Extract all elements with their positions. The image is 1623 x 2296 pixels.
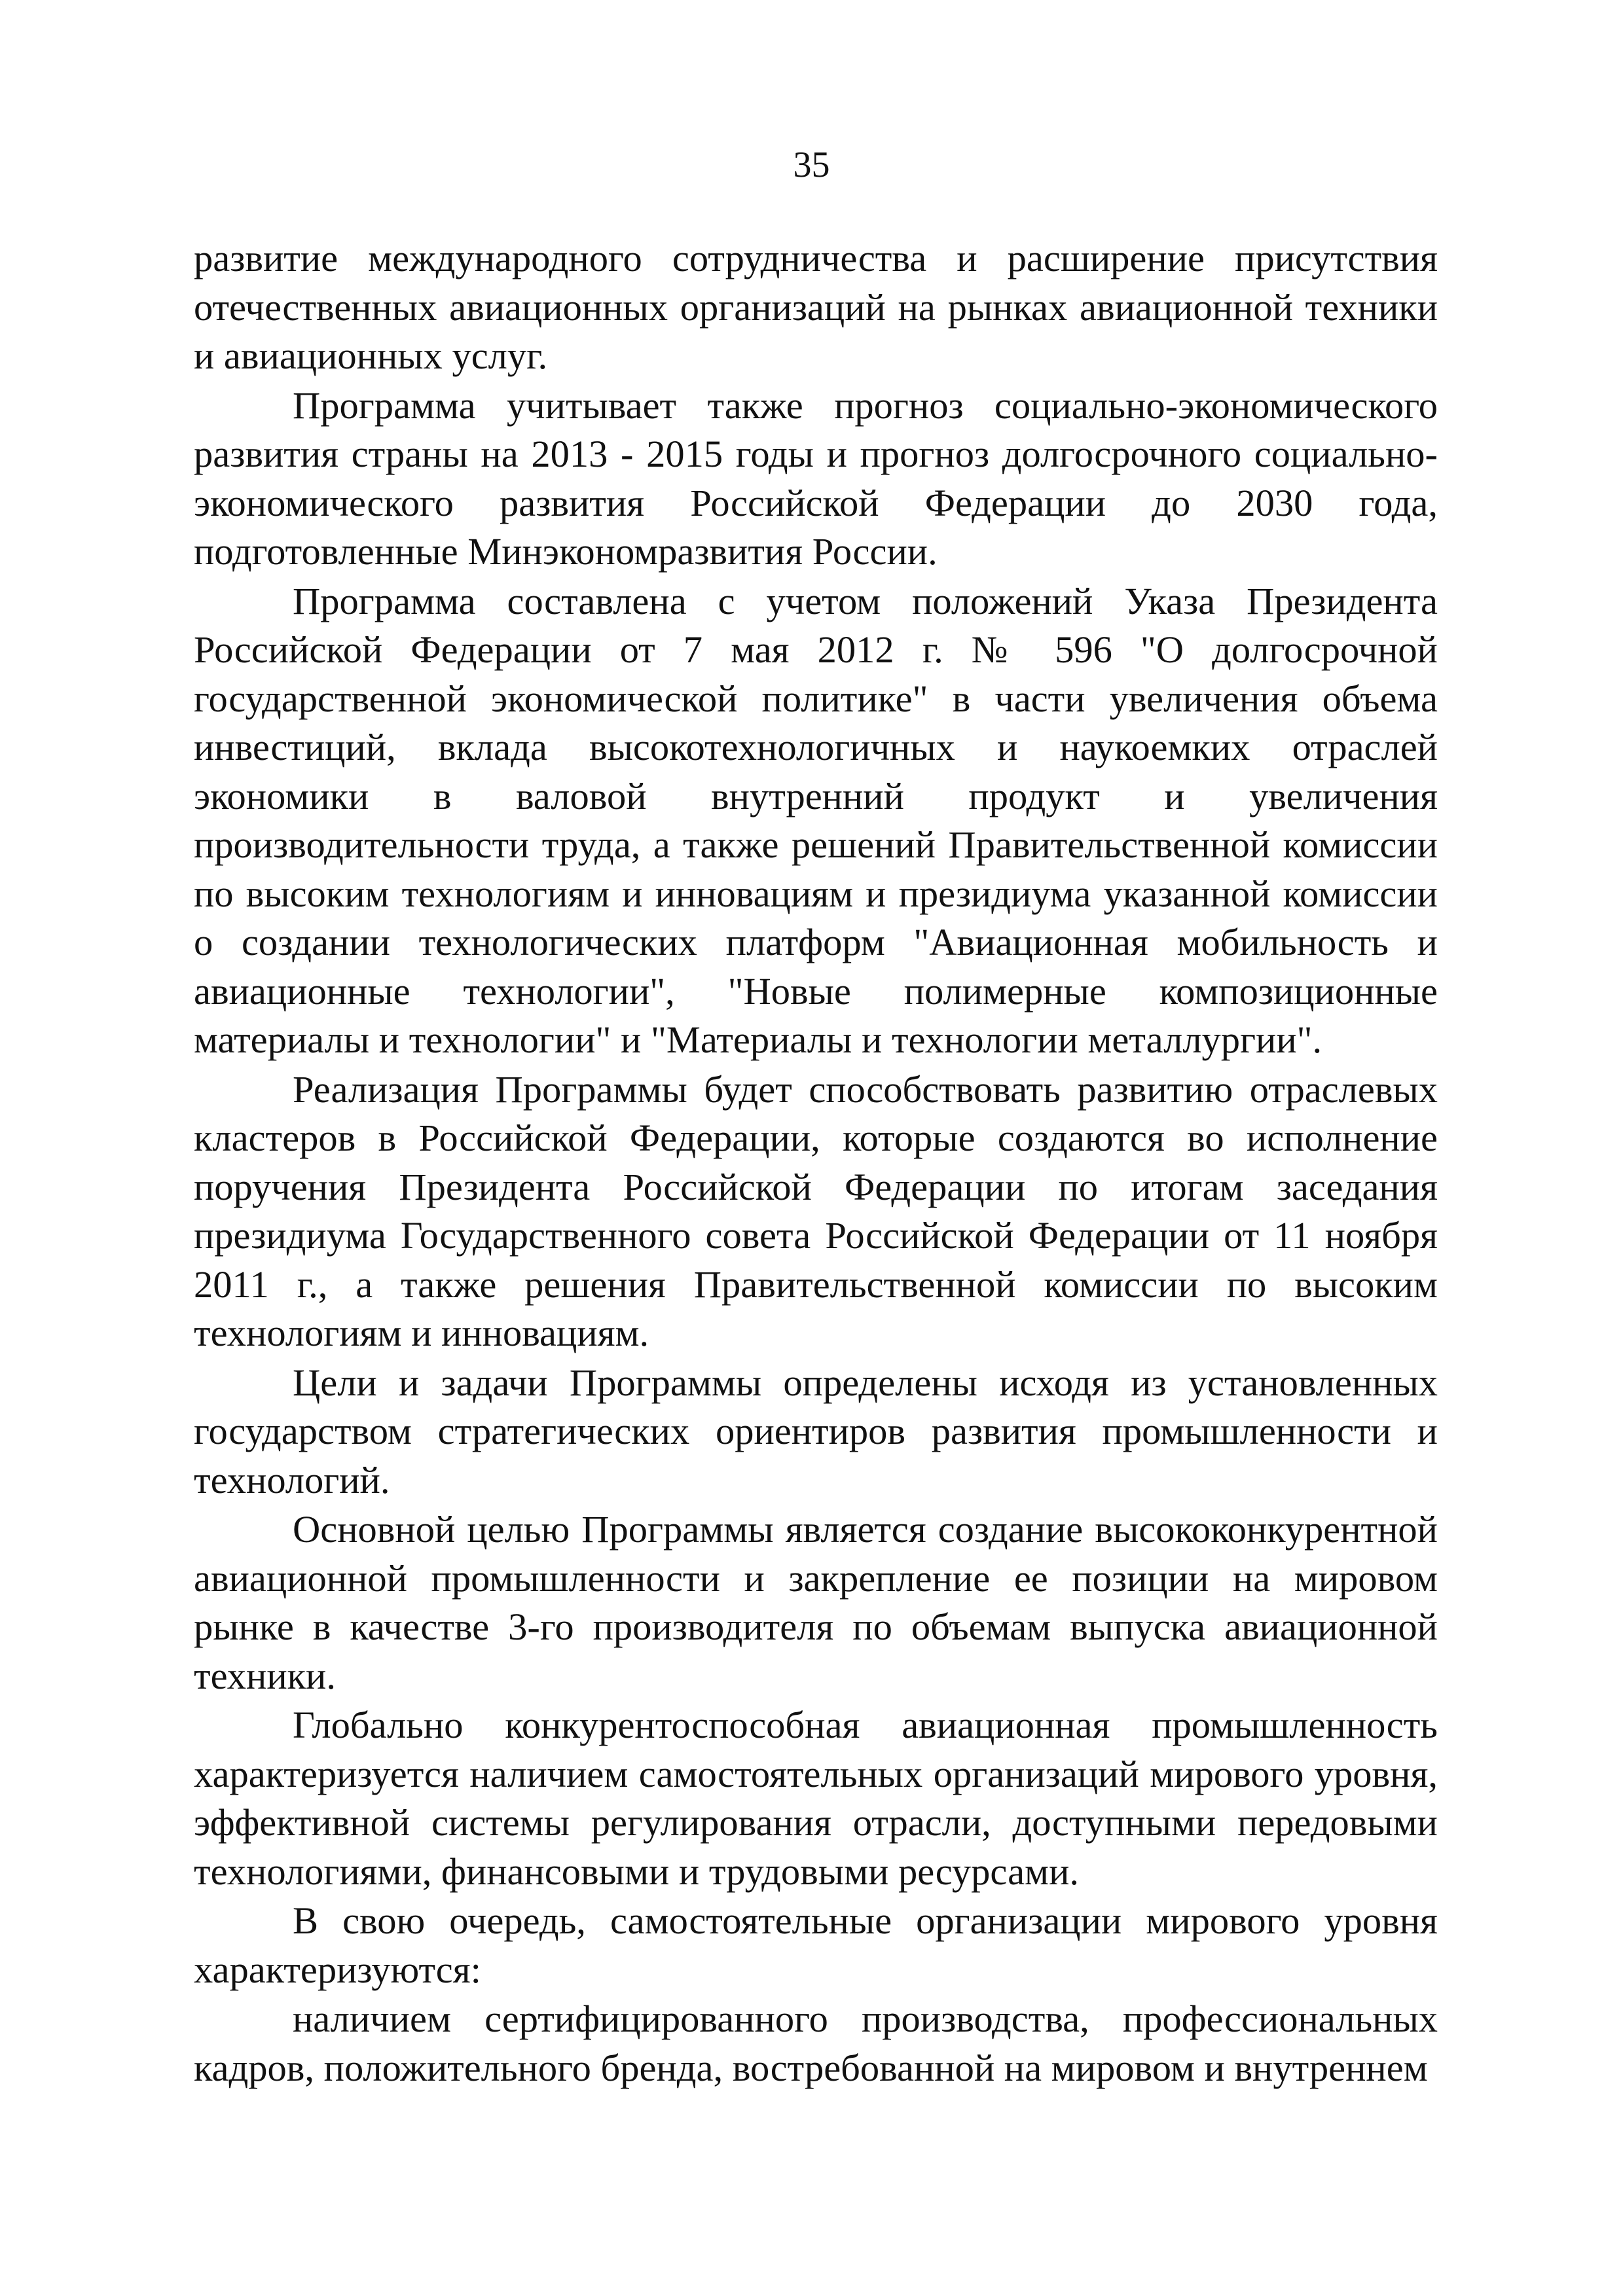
paragraph-organizations: В свою очередь, самостоятельные организации мирового уровня характеризуются: xyxy=(194,1899,1438,1991)
paragraph-clusters: Реализация Программы будет способствовать развитию отраслевых кластеров в Российской Федерации, которые создаются во исполнение поручения Президента Российской Федерации по итогам заседания президиума Государственного совета Российской Федерации от 11 ноября 2011 г., а также решения Правительственной комиссии по высоким технологиям и инновациям. xyxy=(194,1067,1438,1354)
paragraph-forecast: Программа учитывает также прогноз социально-экономического развития страны на 2013 - 2015 годы и прогноз долгосрочного социально-экономического развития Российской Федерации до 2030 года, подготовленные Минэкономразвития России. xyxy=(194,384,1438,573)
paragraph-main-goal: Основной целью Программы является создание высококонкурентной авиационной промышленности и закрепление ее позиции на мировом рынке в качестве 3-го производителя по объемам выпуска авиационной техники. xyxy=(194,1508,1438,1697)
page-number: 35 xyxy=(793,145,830,185)
paragraph-continuation: развитие международного сотрудничества и расширение присутствия отечественных авиационных организаций на рынках авиационной техники и авиационных услуг. xyxy=(194,237,1438,377)
paragraph-goals: Цели и задачи Программы определены исходя из установленных государством стратегических ориентиров развития промышленности и технологий. xyxy=(194,1361,1438,1501)
paragraph-decree: Программа составлена с учетом положений Указа Президента Российской Федерации от 7 мая 2012 г. № 596 "О долгосрочной государственной экономической политике" в части увеличения объема инвестиций, вклада высокотехнологичных и наукоемких отраслей экономики в валовой внутренний продукт и увеличения производительности труда, а также решений Правительственной комиссии по высоким технологиям и инновациям и президиума указанной комиссии о создании технологических платформ "Авиационная мобильность и авиационные технологии", "Новые полимерные композиционные материалы и технологии" и "Материалы и технологии металлургии". xyxy=(194,579,1438,1061)
paragraph-certified-production: наличием сертифицированного производства, профессиональных кадров, положительного бренда, востребованной на мировом и внутреннем xyxy=(194,1998,1438,2089)
paragraph-competitive-industry: Глобально конкурентоспособная авиационная промышленность характеризуется наличием самостоятельных организаций мирового уровня, эффективной системы регулирования отрасли, доступными передовыми технологиями, финансовыми и трудовыми ресурсами. xyxy=(194,1704,1438,1893)
body-text xyxy=(194,234,1438,2092)
